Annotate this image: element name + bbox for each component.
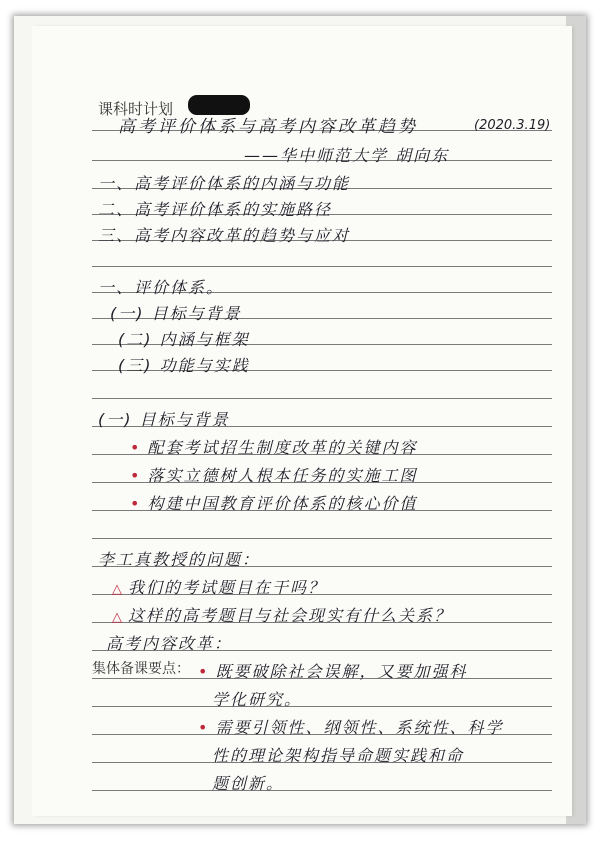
ruled-line: [92, 398, 552, 399]
bullet-item: [130, 491, 417, 514]
section-item: (三) 功能与实践: [118, 356, 250, 375]
ruled-line: [92, 706, 552, 707]
bullet-text: 配套考试招生制度改革的关键内容: [147, 438, 418, 457]
bullet-text: 需要引领性、纲领性、系统性、科学: [215, 718, 504, 737]
question-item: [112, 575, 326, 598]
bullet-continuation: 性的理论架构指导命题实践和命: [212, 746, 465, 765]
ruled-line: [92, 266, 552, 267]
section-heading: (一) 目标与背景: [98, 410, 230, 429]
question-item: [112, 603, 452, 626]
printed-field-label: 集体备课要点：: [92, 661, 190, 677]
bullet-continuation: 学化研究。: [212, 690, 303, 709]
bullet-text: 既要破除社会误解，又要加强科: [215, 662, 468, 681]
ruled-line: [92, 538, 552, 539]
note-title: 高考评价体系与高考内容改革趋势: [118, 117, 418, 137]
triangle-icon: △: [112, 582, 124, 597]
triangle-icon: △: [112, 610, 124, 625]
bullet-item: [130, 463, 417, 486]
section-item: (二) 内涵与框架: [118, 330, 250, 349]
ruled-line: [92, 790, 552, 791]
bullet-text: 构建中国教育评价体系的核心价值: [147, 494, 418, 513]
bullet-continuation: 题创新。: [212, 774, 285, 793]
bullet-text: 落实立德树人根本任务的实施工图: [147, 466, 418, 485]
outline-item: 二、高考评价体系的实施路径: [98, 200, 333, 219]
bullet-item: [198, 715, 503, 738]
note-date: (2020.3.19): [474, 118, 551, 133]
section-heading: 李工真教授的问题：: [98, 550, 261, 569]
note-author: ——华中师范大学 胡向东: [244, 146, 450, 165]
outline-item: 一、高考评价体系的内涵与功能: [98, 174, 351, 193]
section-item: (一) 目标与背景: [110, 304, 242, 323]
page-header-label: 课科时计划: [98, 100, 174, 118]
bullet-dot-icon: •: [198, 718, 210, 737]
bullet-dot-icon: •: [130, 466, 142, 485]
bullet-item: [198, 659, 467, 682]
section-heading: 高考内容改革：: [106, 634, 233, 653]
outline-item: 三、高考内容改革的趋势与应对: [98, 226, 351, 245]
bullet-dot-icon: •: [130, 438, 142, 457]
question-text: 我们的考试题目在干吗？: [128, 578, 327, 597]
bullet-item: [130, 435, 417, 458]
bullet-dot-icon: •: [198, 662, 210, 681]
section-heading: 一、评价体系。: [98, 278, 225, 297]
notebook-page: [32, 26, 572, 816]
bullet-dot-icon: •: [130, 494, 142, 513]
question-text: 这样的高考题目与社会现实有什么关系？: [128, 606, 453, 625]
notebook-photo: [14, 16, 586, 824]
